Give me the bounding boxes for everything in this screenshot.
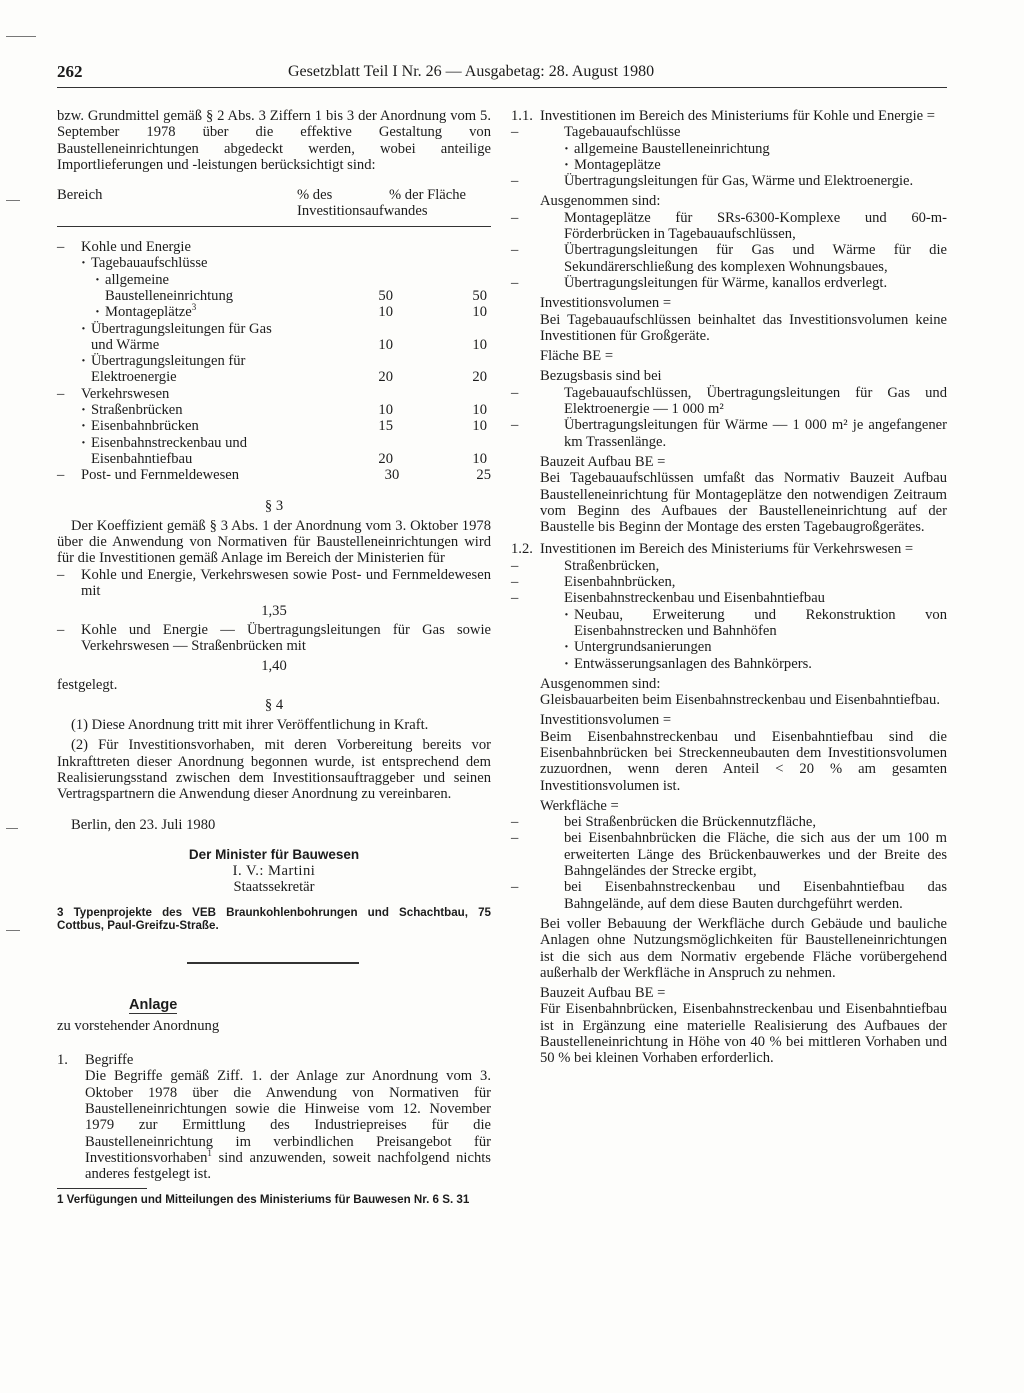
section-number: 1.2.	[511, 541, 533, 558]
header-rule	[57, 87, 947, 88]
list-item: · Untergrundsanierungen	[564, 639, 947, 655]
table-cell-area: 50	[472, 287, 487, 304]
table-cell-invest: 20	[378, 450, 393, 467]
list-item: – Montageplätze für SRs-6300-Komplexe und 60-m-Förderbrücken in Tagebauaufschlüssen,	[511, 210, 947, 243]
term-text: Bei Tagebauaufschlüssen umfaßt das Normativ Bauzeit Aufbau Baustelleneinrichtung für Montageplätze den notwendigen Zeitraum vom Beginn des Aufbaues der Baustelleneinrichtung auf der Baustelle bis Beginn der Montage des ersten Tagebaugroßgerätes.	[540, 470, 947, 536]
section-3-text: Der Koeffizient gemäß § 3 Abs. 1 der Anordnung vom 3. Oktober 1978 über die Anwendung von Normativen für Baustelleneinrichtungen wird für die Investitionen gemäß Anlage im Bereich der Ministerien für	[57, 517, 491, 567]
list-item: – Übertragungsleitungen für Wärme, kanallos erdverlegt.	[511, 275, 947, 291]
section-1-2	[511, 541, 947, 557]
signature-name: I. V.: Martini	[232, 863, 316, 880]
table-cell-label: – Kohle und Energie	[57, 239, 331, 255]
table-cell-area: 10	[472, 418, 487, 435]
table-header-cell: % des Investitionsaufwandes	[297, 187, 428, 220]
term-label: Investitionsvolumen =	[540, 295, 672, 312]
section-4-heading: § 4	[264, 696, 284, 713]
running-header: Gesetzblatt Teil I Nr. 26 — Ausgabetag: 28. August 1980	[288, 63, 655, 80]
section-title: Investitionen im Bereich des Ministeriums für Verkehrswesen =	[540, 541, 914, 558]
page-number: 262	[57, 62, 83, 81]
list-item: · Entwässerungsanlagen des Bahnkörpers.	[564, 656, 947, 672]
table-cell-area: 10	[472, 450, 487, 467]
intro-paragraph: bzw. Grundmittel gemäß § 2 Abs. 3 Ziffern 1 bis 3 der Anordnung vom 5. September 1978 über die effektive Gestaltung von Baustelleneinrichtungen abgedeckt werden, wobei anteilige Importlieferungen und -leistungen berücksichtigt sind:	[57, 108, 491, 173]
term-label: Bezugsbasis sind bei	[540, 368, 662, 385]
section-1-1	[511, 108, 947, 124]
table-cell-invest: 50	[378, 287, 393, 304]
right-column	[511, 108, 947, 1067]
table-cell-invest: 10	[378, 402, 393, 419]
term-label: Fläche BE =	[540, 348, 614, 365]
term-text: Bei Tagebauaufschlüssen beinhaltet das Investitionsvolumen keine Investitionen für Großgeräte.	[540, 311, 947, 344]
footnote-3: 3 Typenprojekte des VEB Braunkohlenbohrungen und Schachtbau, 75 Cottbus, Paul-Greifzu-Straße.	[57, 905, 491, 932]
list-item: – bei Straßenbrücken die Brückennutzfläche,	[511, 814, 947, 830]
list-item: · allgemeine Baustelleneinrichtung	[564, 141, 947, 157]
list-item: – Übertragungsleitungen für Wärme — 1 000 m² je angefangener km Trassenlänge.	[511, 417, 947, 450]
term-text: Für Eisenbahnbrücken, Eisenbahnstreckenbau und Eisenbahntiefbau ist in Ergänzung eine materielle Realisierung des Aufbaues der Baustelleneinrichtung in Höhe von 40 % bei mittleren Vorhaben und 50 % bei kleinen Vorhaben erforderlich.	[540, 1001, 947, 1067]
term-text: Gleisbauarbeiten beim Eisenbahnstreckenbau und Eisenbahntiefbau.	[540, 692, 940, 709]
list-item: – Übertragungsleitungen für Gas, Wärme und Elektroenergie.	[511, 173, 947, 189]
table-cell-label: · allgemeine Baustelleneinrichtung	[95, 272, 273, 305]
left-column	[57, 108, 491, 1206]
table-cell-invest: 10	[378, 336, 393, 353]
table-header-cell: % der Fläche	[389, 187, 466, 204]
list-item: – Eisenbahnbrücken,	[511, 574, 947, 590]
table-row	[57, 353, 491, 386]
table-header	[57, 187, 491, 220]
list-item: – Tagebauaufschlüsse	[511, 124, 947, 140]
table-row	[57, 321, 491, 354]
table-cell-label: – Verkehrswesen	[57, 386, 331, 402]
margin-mark	[6, 828, 18, 829]
margin-mark	[6, 930, 20, 931]
table-header-cell: Bereich	[57, 187, 103, 204]
table-cell-label: · Eisenbahnstreckenbau und Eisenbahntiefbau	[81, 435, 301, 468]
table-cell-invest: 30	[384, 467, 400, 484]
signature-role: Staatssekretär	[233, 879, 315, 896]
table-cell-label: · Tagebauaufschlüsse	[81, 255, 323, 271]
section-title: Investitionen im Bereich des Ministeriums für Kohle und Energie =	[540, 108, 936, 124]
footnote-1: 1 Verfügungen und Mitteilungen des Ministeriums für Bauwesen Nr. 6 S. 31	[57, 1193, 470, 1207]
list-item: – Tagebauaufschlüssen, Übertragungsleitungen für Gas und Elektroenergie — 1 000 m²	[511, 385, 947, 418]
section-number: 1.1.	[511, 108, 533, 124]
list-item: – Übertragungsleitungen für Gas und Wärme für die Sekundärerschließung des komplexen Wohnungsbaues,	[511, 242, 947, 275]
term-label: Werkfläche =	[540, 797, 619, 814]
separator-rule	[187, 962, 359, 964]
table-row	[57, 386, 491, 402]
section-4-paragraph-2: (2) Für Investitionsvorhaben, mit deren Vorbereitung bereits vor Inkrafttreten dieser Anordnung begonnen wurde, ist entsprechend dem Realisierungsstand zwischen dem Investitionsauftraggeber und seinen Vertragspartnern die Anwendung dieser Anordnung zu vereinbaren.	[57, 737, 491, 803]
margin-mark	[6, 200, 20, 201]
term-text: Bei voller Bebauung der Werkfläche durch Gebäude und bauliche Anlagen ohne Nutzungsmöglichkeiten für Baustelleneinrichtungen ist die sich aus dem Normativ ergebende Fläche vorübergehend außerhalb der Werkfläche in Anspruch zu nehmen.	[540, 915, 947, 981]
definitions-section	[57, 1052, 491, 1182]
table-row	[57, 272, 491, 305]
section-number: 1.	[57, 1052, 68, 1069]
section-title: Begriffe	[85, 1052, 134, 1069]
table-cell-label: · Übertragungsleitungen für Gas und Wärme	[81, 321, 291, 354]
term-label: Bauzeit Aufbau BE =	[540, 985, 666, 1002]
exclusions-label: Ausgenommen sind:	[540, 675, 661, 692]
table-row	[57, 255, 491, 271]
term-label: Investitionsvolumen =	[540, 712, 672, 729]
section-3-item: – Kohle und Energie, Verkehrswesen sowie Post- und Fernmeldewesen mit	[57, 567, 491, 600]
table-row	[57, 467, 491, 483]
term-text: Beim Eisenbahnstreckenbau und Eisenbahntiefbau sind die Eisenbahnbrücken bei Streckenneubauten dem Investitionsvolumen zuzuordnen, wenn deren Anteil < 20 % am gesamten Investitionsvolumen ist.	[540, 728, 947, 794]
allocation-table	[57, 239, 491, 483]
place-date: Berlin, den 23. Juli 1980	[71, 816, 216, 833]
coefficient-value: 1,40	[261, 658, 287, 675]
table-cell-label: · Straßenbrücken	[81, 402, 323, 418]
table-cell-invest: 10	[378, 304, 393, 321]
section-3-end: festgelegt.	[57, 676, 118, 693]
footnote-ref: 3	[191, 302, 197, 313]
section-1-1-body	[511, 124, 947, 535]
table-cell-label: · Montageplätze$^3$	[95, 304, 323, 320]
coefficient-value: 1,35	[261, 603, 287, 620]
footnote-ref: 1	[207, 1147, 212, 1158]
annex-title: Anlage	[129, 996, 178, 1013]
table-row	[57, 435, 491, 468]
list-item: – Straßenbrücken,	[511, 558, 947, 574]
definitions-text: Die Begriffe gemäß Ziff. 1. der Anlage zur Anordnung vom 3. Oktober 1978 über die Anwendung von Normativen für Baustelleneinrichtungen sowie die Hinweise vom 12. November 1979 zur Ermittlung des Industriepreises für die Baustelleneinrichtung im verbindlichen Preisangebot für Investitionsvorhaben$^1$ sind anzuwenden, soweit nachfolgend nichts anderes festgelegt ist.	[85, 1068, 491, 1183]
table-cell-area: 10	[472, 304, 487, 321]
table-cell-label: – Post- und Fernmeldewesen	[57, 467, 331, 483]
term-label: Bauzeit Aufbau BE =	[540, 453, 666, 470]
list-item: · Neubau, Erweiterung und Rekonstruktion von Eisenbahnstrecken und Bahnhöfen	[564, 607, 947, 640]
table-row	[57, 402, 491, 418]
list-item: · Montageplätze	[564, 157, 947, 173]
section-4-paragraph-1: (1) Diese Anordnung tritt mit ihrer Veröffentlichung in Kraft.	[71, 717, 429, 734]
table-cell-invest: 20	[378, 369, 393, 386]
annex-subtitle: zu vorstehender Anordnung	[57, 1017, 220, 1034]
section-3-heading: § 3	[264, 497, 284, 514]
table-cell-area: 25	[476, 467, 491, 484]
table-row	[57, 239, 491, 255]
list-item: – bei Eisenbahnbrücken die Fläche, die sich aus der um 100 m erweiterten Länge des Brückenbauwerkes und der Breite des Bahngeländes der Strecke ergibt,	[511, 830, 947, 879]
table-cell-area: 10	[472, 336, 487, 353]
table-cell-invest: 15	[378, 418, 393, 435]
margin-mark	[6, 36, 36, 37]
table-cell-area: 10	[472, 402, 487, 419]
footnote-rule	[57, 1188, 147, 1189]
table-row	[57, 418, 491, 434]
section-1-2-body	[511, 558, 947, 1067]
signature-title: Der Minister für Bauwesen	[188, 846, 360, 862]
table-row	[57, 304, 491, 320]
table-cell-label: · Übertragungsleitungen für Elektroenergie	[81, 353, 291, 386]
table-cell-area: 20	[472, 369, 487, 386]
section-3-item: – Kohle und Energie — Übertragungsleitungen für Gas sowie Verkehrswesen — Straßenbrücken mit	[57, 622, 491, 655]
table-rule	[57, 226, 491, 227]
exclusions-label: Ausgenommen sind:	[540, 193, 661, 210]
list-item: – Eisenbahnstreckenbau und Eisenbahntiefbau	[511, 590, 947, 606]
list-item: – bei Eisenbahnstreckenbau und Eisenbahntiefbau das Bahngelände, auf dem diese Bauten durchgeführt werden.	[511, 879, 947, 912]
table-cell-label: · Eisenbahnbrücken	[81, 418, 323, 434]
